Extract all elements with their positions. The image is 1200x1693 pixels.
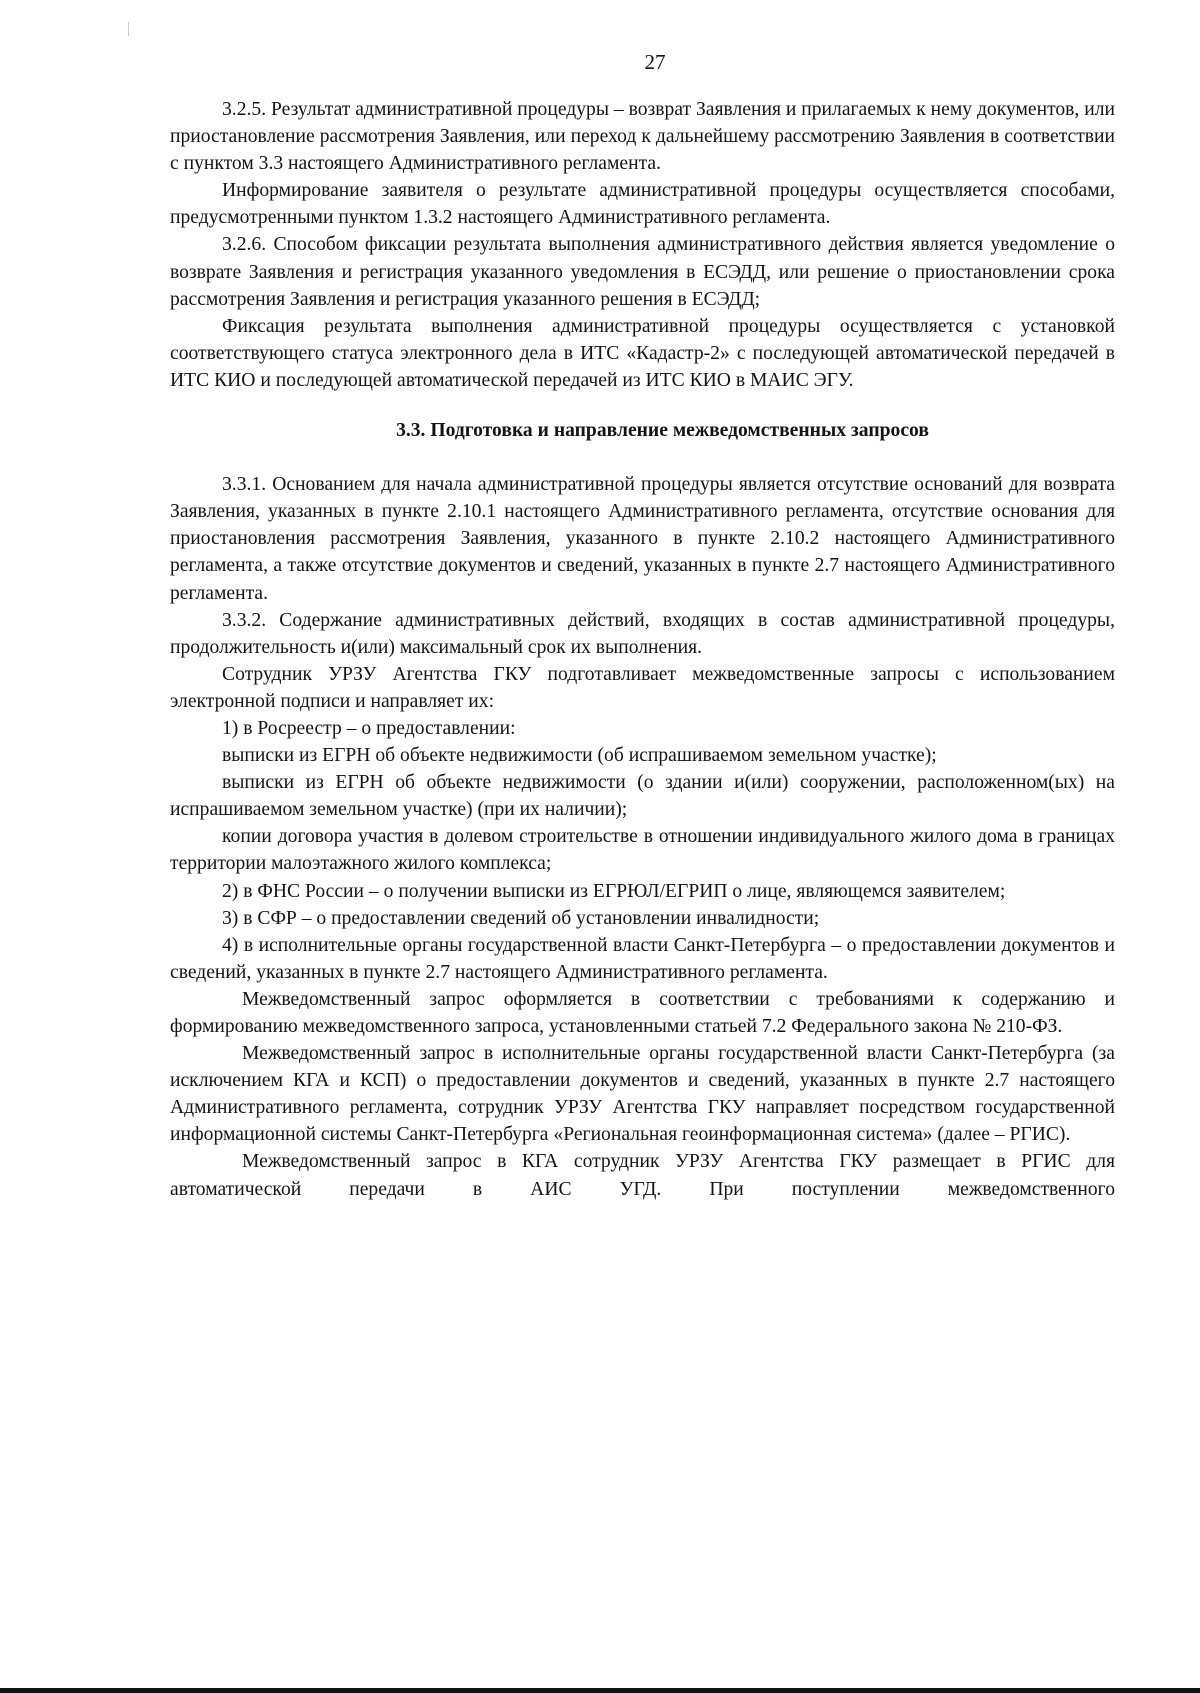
page-number: 27	[644, 50, 666, 74]
list-subitem-contract-copy: копии договора участия в долевом строительстве в отношении индивидуального жилого дома в границах территории малоэтажного жилого комплекса;	[170, 826, 1115, 875]
paragraph-employee-requests: Сотрудник УРЗУ Агентства ГКУ подготавливает межведомственные запросы с использованием электронной подписи и направляет их:	[170, 663, 1115, 712]
section-heading: 3.3. Подготовка и направление межведомственных запросов	[396, 420, 929, 442]
list-subitem-land-extract: выписки из ЕГРН об объекте недвижимости (об испрашиваемом земельном участке);	[222, 745, 937, 767]
paragraph-request-rgis: Межведомственный запрос в исполнительные органы государственной власти Санкт-Петербурга (за исключением КГА и КСП) о предоставлении документов и сведений, указанных в пункте 2.7 настоящего Административного регламента, сотрудник УРЗУ Агентства ГКУ направляет посредством государственной информационной системы Санкт-Петербурга «Региональная геоинформационная система» (далее – РГИС).	[170, 1043, 1115, 1146]
paragraph-3-3-1: 3.3.1. Основанием для начала административной процедуры является отсутствие оснований для возврата Заявления, указанных в пункте 2.10.1 настоящего Административного регламента, отсутствие основания для приостановления рассмотрения Заявления, указанного в пункте 2.10.2 настоящего Административного регламента, а также отсутствие документов и сведений, указанных в пункте 2.7 настоящего Административного регламента.	[170, 474, 1115, 604]
list-item-1: 1) в Росреестр – о предоставлении:	[222, 717, 516, 739]
paragraph-request-format: Межведомственный запрос оформляется в соответствии с требованиями к содержанию и формированию межведомственного запроса, установленными статьей 7.2 Федерального закона № 210-ФЗ.	[170, 988, 1115, 1037]
paragraph-informing: Информирование заявителя о результате административной процедуры осуществляется способами, предусмотренными пунктом 1.3.2 настоящего Административного регламента.	[170, 180, 1115, 229]
list-item-2: 2) в ФНС России – о получении выписки из ЕГРЮЛ/ЕГРИП о лице, являющемся заявителем;	[222, 880, 1006, 902]
paragraph-request-kga: Межведомственный запрос в КГА сотрудник УРЗУ Агентства ГКУ размещает в РГИС для автоматической передачи в АИС УГД. При поступлении межведомственного	[170, 1151, 1115, 1200]
paragraph-3-2-6: 3.2.6. Способом фиксации результата выполнения административного действия является уведомление о возврате Заявления и регистрация указанного уведомления в ЕСЭДД, или решение о приостановлении срока рассмотрения Заявления и регистрация указанного решения в ЕСЭДД;	[170, 234, 1115, 310]
list-item-3: 3) в СФР – о предоставлении сведений об установлении инвалидности;	[222, 907, 820, 929]
list-subitem-building-extract: выписки из ЕГРН об объекте недвижимости (о здании и(или) сооружении, расположенном(ых) на испрашиваемом земельном участке) (при их наличии);	[170, 772, 1115, 821]
paragraph-3-3-2: 3.3.2. Содержание административных действий, входящих в состав административной процедуры, продолжительность и(или) максимальный срок их выполнения.	[170, 609, 1115, 658]
scan-artifact	[128, 22, 129, 36]
list-item-4: 4) в исполнительные органы государственной власти Санкт-Петербурга – о предоставлении документов и сведений, указанных в пункте 2.7 настоящего Административного регламента.	[170, 934, 1115, 983]
bottom-edge	[0, 1688, 1200, 1693]
paragraph-fixation: Фиксация результата выполнения административной процедуры осуществляется с установкой соответствующего статуса электронного дела в ИТС «Кадастр-2» с последующей автоматической передачей в ИТС КИО и последующей автоматической передачей из ИТС КИО в МАИС ЭГУ.	[170, 315, 1115, 391]
paragraph-3-2-5: 3.2.5. Результат административной процедуры – возврат Заявления и прилагаемых к нему документов, или приостановление рассмотрения Заявления, или переход к дальнейшему рассмотрению Заявления в соответствии с пунктом 3.3 настоящего Административного регламента.	[170, 99, 1115, 175]
document-body	[170, 96, 1115, 1203]
